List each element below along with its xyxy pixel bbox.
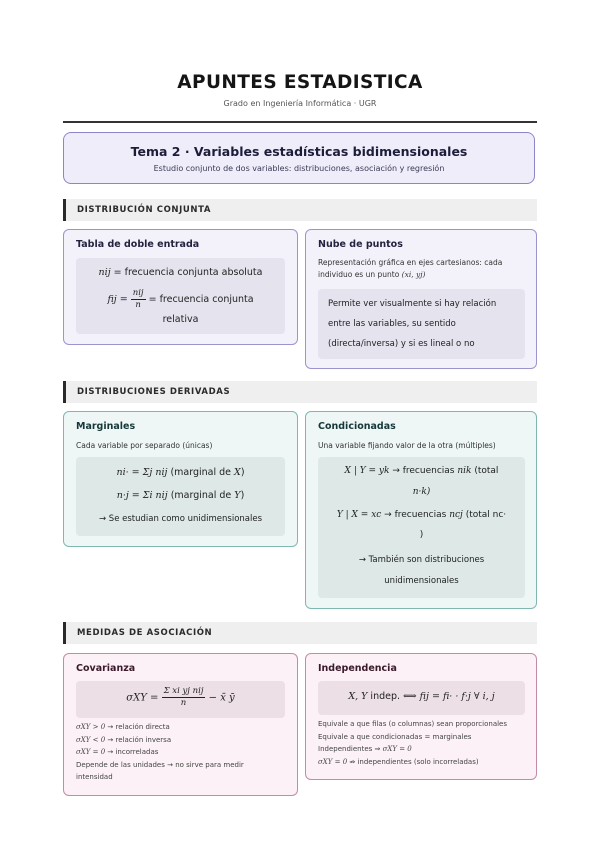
topic-box <box>63 132 535 184</box>
section-header-distribuciones-derivadas: DISTRIBUCIONES DERIVADAS <box>63 381 537 403</box>
topic-title: Tema 2 · Variables estadísticas bidimensionales <box>130 144 468 159</box>
document-title: APUNTES ESTADISTICA <box>177 72 423 93</box>
note-line: → Se estudian como unidimensionales <box>98 514 263 524</box>
desc-text: individuo es un punto <box>318 270 402 279</box>
note-text: Independientes ⇒ <box>318 745 383 753</box>
formula-covarianza <box>76 686 285 709</box>
formula-text: (total <box>471 466 499 476</box>
note-text: → relación inversa <box>105 735 172 744</box>
card-title: Covarianza <box>76 663 136 674</box>
symbol: X | Y = yk <box>344 466 390 476</box>
denominator: n <box>180 698 187 708</box>
denominator: n <box>135 300 141 310</box>
card-tabla-doble-entrada <box>63 229 298 345</box>
symbol: Y <box>234 490 241 501</box>
symbol: σXY > 0 <box>76 723 106 731</box>
card-description: Cada variable por separado (únicas) <box>76 441 213 450</box>
symbol: n·j = Σi nij <box>116 490 168 501</box>
card-nube-de-puntos <box>305 229 537 369</box>
card-title: Tabla de doble entrada <box>76 239 200 250</box>
formula-text: ) <box>240 490 245 501</box>
formula-cond-x-cont: n·k) <box>412 487 431 497</box>
note-line: Permite ver visualmente si hay relación <box>328 299 497 309</box>
symbol: σXY = 0 <box>76 748 106 756</box>
formula-cond-x <box>318 466 525 476</box>
note-line: entre las variables, su sentido <box>328 319 456 329</box>
note-line: unidimensionales <box>384 576 459 586</box>
symbol: ncj <box>449 510 463 520</box>
numerator: nij <box>132 288 144 298</box>
card-independencia <box>305 653 537 780</box>
note-line: (directa/inversa) y si es lineal o no <box>328 339 475 349</box>
card-title: Condicionadas <box>318 421 396 432</box>
note-box <box>318 289 525 359</box>
independencia-notes <box>318 718 507 768</box>
note-line <box>76 734 244 747</box>
note-line <box>76 721 244 734</box>
card-title: Marginales <box>76 421 136 432</box>
symbol: − x̄ ȳ <box>205 692 235 704</box>
card-title: Independencia <box>318 663 397 674</box>
note-line <box>318 743 507 756</box>
symbol: X, Y <box>348 691 368 702</box>
header-divider <box>63 121 537 123</box>
symbol: fij = <box>107 294 131 305</box>
formula-box <box>76 681 285 718</box>
formula-text: = frecuencia conjunta absoluta <box>110 267 263 278</box>
symbol: σXY = 0 <box>318 757 348 766</box>
formula-fij <box>76 288 285 311</box>
fraction <box>162 686 206 709</box>
covarianza-notes <box>76 721 244 784</box>
note-line: → También son distribuciones <box>358 555 485 565</box>
formula-cond-y <box>318 510 525 520</box>
formula-box <box>76 258 285 334</box>
formula-independencia <box>318 691 525 702</box>
formula-text: (total nc· <box>462 510 507 520</box>
symbol: σXY = 0 <box>382 745 412 753</box>
formula-fij-cont: relativa <box>162 314 199 325</box>
note-line: Depende de las unidades → no sirve para medir <box>76 760 244 769</box>
note-text: → incorreladas <box>105 748 159 756</box>
symbol: σXY < 0 <box>76 735 106 744</box>
card-marginales <box>63 411 298 547</box>
note-line: Equivale a que filas (o columnas) sean proporcionales <box>318 720 508 728</box>
section-header-medidas-asociacion: MEDIDAS DE ASOCIACIÓN <box>63 622 537 644</box>
formula-text: = frecuencia conjunta <box>145 294 254 305</box>
symbol: ⟺ fij = fi· · f·j ∀ i, j <box>403 691 495 702</box>
note-line <box>76 746 244 759</box>
symbol: ni· = Σj nij <box>116 467 168 478</box>
note-line: Equivale a que condicionadas = marginales <box>318 732 472 741</box>
section-header-distribucion-conjunta: DISTRIBUCIÓN CONJUNTA <box>63 199 537 221</box>
symbol: nik <box>457 466 472 476</box>
desc-line: Representación gráfica en ejes cartesianos: cada <box>318 258 503 267</box>
formula-marginal-x <box>76 467 285 478</box>
formula-box <box>318 681 525 715</box>
formula-marginal-y <box>76 490 285 501</box>
numerator: Σ xi yj nij <box>163 686 204 696</box>
note-text: ⇏ independientes (solo incorreladas) <box>347 757 479 766</box>
fraction <box>131 288 146 311</box>
formula-nij <box>76 267 285 278</box>
formula-text: (marginal de <box>167 490 235 501</box>
formula-cond-y-cont: ) <box>419 530 424 540</box>
formula-box <box>76 457 285 536</box>
formula-box <box>318 457 525 598</box>
formula-text: ) <box>240 467 245 478</box>
note-text: → relación directa <box>105 723 170 731</box>
card-condicionadas <box>305 411 537 609</box>
card-description <box>318 257 502 281</box>
symbol: X <box>234 467 241 478</box>
document-subtitle: Grado en Ingeniería Informática · UGR <box>223 99 377 108</box>
symbol: nij <box>98 267 111 278</box>
desc-math: (xi, yj) <box>401 270 426 279</box>
card-description: Una variable fijando valor de la otra (múltiples) <box>318 441 496 450</box>
symbol: σXY = <box>126 692 162 704</box>
formula-text: (marginal de <box>167 467 235 478</box>
note-line: intensidad <box>76 773 113 781</box>
formula-text: indep. <box>367 691 404 702</box>
formula-text: → frecuencias <box>389 466 458 476</box>
topic-subtitle: Estudio conjunto de dos variables: distribuciones, asociación y regresión <box>153 164 445 173</box>
note-line <box>318 756 507 769</box>
card-title: Nube de puntos <box>318 239 403 250</box>
card-covarianza <box>63 653 298 796</box>
formula-text: → frecuencias <box>381 510 450 520</box>
symbol: Y | X = xc <box>336 510 382 520</box>
desc-line <box>318 269 502 281</box>
